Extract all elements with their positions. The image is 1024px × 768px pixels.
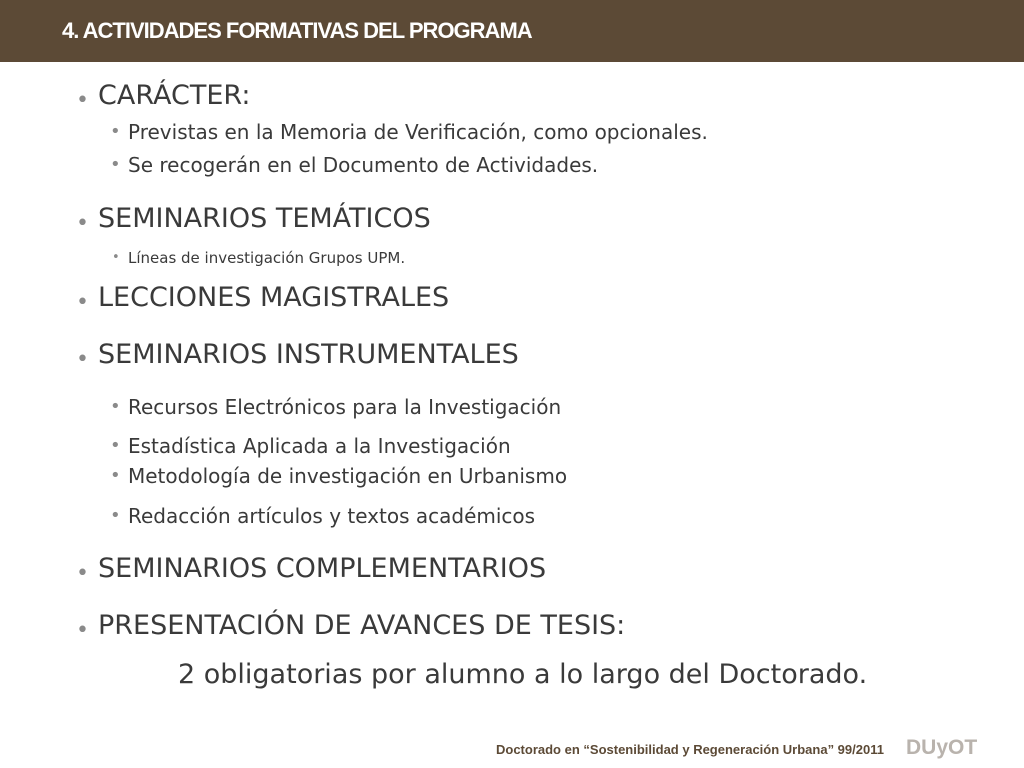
bullet-icon: • (76, 561, 89, 586)
bullet-icon: • (76, 618, 89, 643)
heading-seminarios-instrumentales: SEMINARIOS INSTRUMENTALES (98, 339, 519, 370)
title-bar (0, 0, 1024, 62)
list-item: Redacción artículos y textos académicos (128, 504, 536, 528)
heading-lecciones-magistrales: LECCIONES MAGISTRALES (98, 282, 450, 313)
heading-caracter: CARÁCTER: (98, 80, 251, 111)
bullet-icon: • (110, 505, 121, 526)
list-item: Se recogerán en el Documento de Actividades. (128, 153, 599, 177)
bullet-icon: • (110, 396, 121, 417)
heading-seminarios-complementarios: SEMINARIOS COMPLEMENTARIOS (98, 553, 547, 584)
bullet-icon: • (110, 121, 121, 142)
footer-text: Doctorado en “Sostenibilidad y Regeneración Urbana” 99/2011 (496, 742, 884, 757)
bullet-icon: • (110, 154, 121, 175)
bullet-icon: • (76, 88, 89, 113)
presentacion-detail: 2 obligatorias por alumno a lo largo del Doctorado. (178, 659, 868, 690)
bullet-icon: • (110, 435, 121, 456)
slide-title: 4. ACTIVIDADES FORMATIVAS DEL PROGRAMA (62, 18, 532, 43)
list-item: Previstas en la Memoria de Verificación, como opcionales. (128, 120, 708, 144)
list-item: Líneas de investigación Grupos UPM. (128, 249, 406, 267)
list-item: Recursos Electrónicos para la Investigación (128, 395, 562, 419)
bullet-icon: • (76, 290, 89, 315)
duyot-logo: DUyOT (906, 736, 978, 759)
bullet-icon: • (112, 250, 120, 265)
bullet-icon: • (76, 211, 89, 236)
bullet-icon: • (110, 465, 121, 486)
heading-presentacion: PRESENTACIÓN DE AVANCES DE TESIS: (98, 610, 626, 641)
bullet-icon: • (76, 347, 89, 372)
list-item: Estadística Aplicada a la Investigación (128, 434, 511, 458)
heading-seminarios-tematicos: SEMINARIOS TEMÁTICOS (98, 203, 431, 234)
list-item: Metodología de investigación en Urbanismo (128, 464, 568, 488)
